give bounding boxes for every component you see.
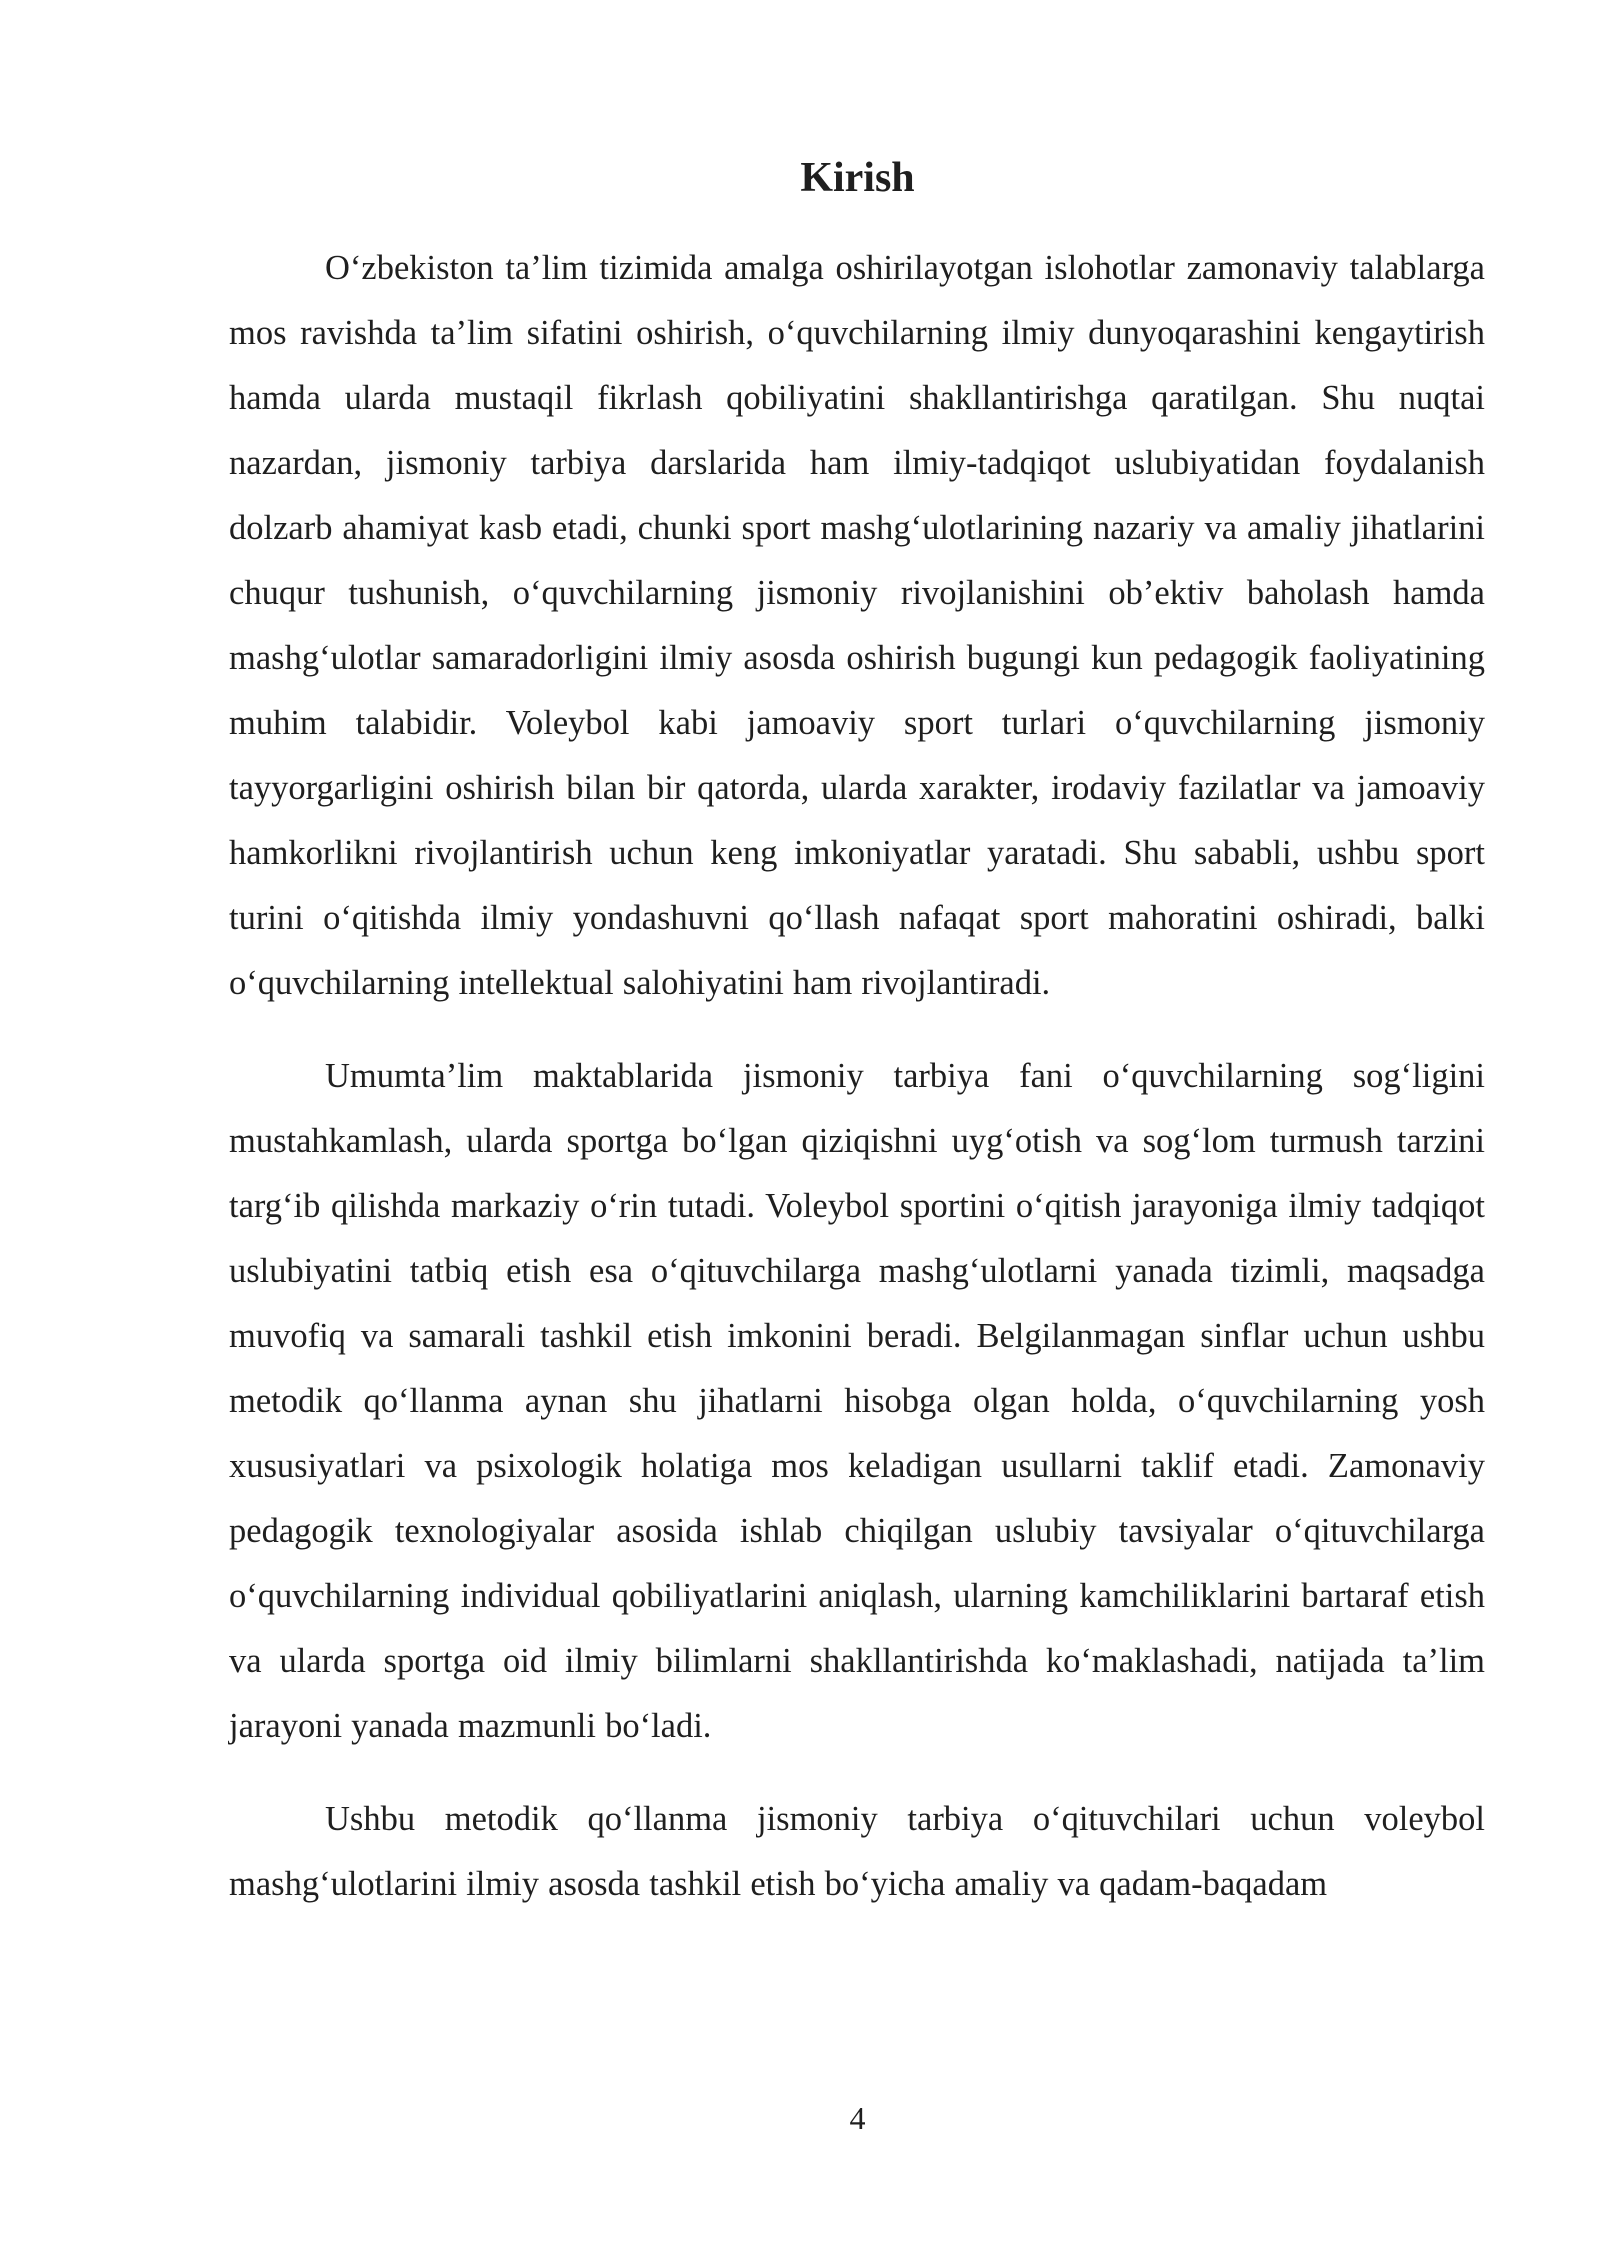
document-body (229, 236, 1485, 1945)
paragraph-1: O‘zbekiston ta’lim tizimida amalga oshirilayotgan islohotlar zamonaviy talablarga mos ravishda ta’lim sifatini oshirish, o‘quvchilarning ilmiy dunyoqarashini kengaytirish hamda ularda mustaqil fikrlash qobiliyatini shakllantirishga qaratilgan. Shu nuqtai nazardan, jismoniy tarbiya darslarida ham ilmiy-tadqiqot uslubiyatidan foydalanish dolzarb ahamiyat kasb etadi, chunki sport mashg‘ulotlarining nazariy va amaliy jihatlarini chuqur tushunish, o‘quvchilarning jismoniy rivojlanishini ob’ektiv baholash hamda mashg‘ulotlar samaradorligini ilmiy asosda oshirish bugungi kun pedagogik faoliyatining muhim talabidir. Voleybol kabi jamoaviy sport turlari o‘quvchilarning jismoniy tayyorgarligini oshirish bilan bir qatorda, ularda xarakter, irodaviy fazilatlar va jamoaviy hamkorlikni rivojlantirish uchun keng imkoniyatlar yaratadi. Shu sababli, ushbu sport turini o‘qitishda ilmiy yondashuvni qo‘llash nafaqat sport mahoratini oshiradi, balki o‘quvchilarning intellektual salohiyatini ham rivojlantiradi. (229, 249, 1485, 1002)
page-title: Kirish (800, 155, 915, 201)
paragraph-2: Umumta’lim maktablarida jismoniy tarbiya fani o‘quvchilarning sog‘ligini mustahkamlash, ularda sportga bo‘lgan qiziqishni uyg‘otish va sog‘lom turmush tarzini targ‘ib qilishda markaziy o‘rin tutadi. Voleybol sportini o‘qitish jarayoniga ilmiy tadqiqot uslubiyatini tatbiq etish esa o‘qituvchilarga mashg‘ulotlarni yanada tizimli, maqsadga muvofiq va samarali tashkil etish imkonini beradi. Belgilanmagan sinflar uchun ushbu metodik qo‘llanma aynan shu jihatlarni hisobga olgan holda, o‘quvchilarning yosh xususiyatlari va psixologik holatiga mos keladigan usullarni taklif etadi. Zamonaviy pedagogik texnologiyalar asosida ishlab chiqilgan uslubiy tavsiyalar o‘qituvchilarga o‘quvchilarning individual qobiliyatlarini aniqlash, ularning kamchiliklarini bartaraf etish va ularda sportga oid ilmiy bilimlarni shakllantirishda ko‘maklashadi, natijada ta’lim jarayoni yanada mazmunli bo‘ladi. (229, 1057, 1485, 1745)
paragraph-3: Ushbu metodik qo‘llanma jismoniy tarbiya o‘qituvchilari uchun voleybol mashg‘ulotlarini ilmiy asosda tashkil etish bo‘yicha amaliy va qadam-baqadam (229, 1800, 1485, 1903)
page-number: 4 (849, 2100, 866, 2136)
